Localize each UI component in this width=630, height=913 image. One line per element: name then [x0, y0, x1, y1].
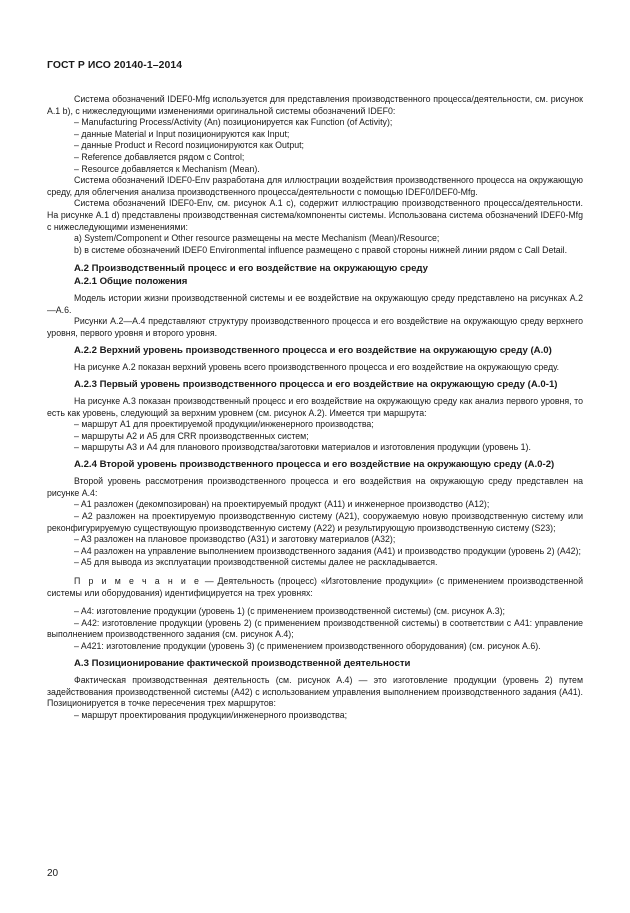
list-item: – Manufacturing Process/Activity (An) позиционируется как Function (of Activity); [74, 117, 393, 128]
list-item: – A1 разложен (декомпозирован) на проектируемый продукт (A11) и инженерное производство (A12); [74, 499, 490, 510]
list-item: b) в системе обозначений IDEF0 Environmental influence размещено с правой стороны нижней линии рядом с Call Detail. [74, 244, 568, 255]
spacer [47, 569, 583, 576]
section-heading-a23: A.2.3 Первый уровень производственного процесса и его воздействие на окружающую среду (A.0-1) [74, 378, 558, 390]
list-item: – маршрут A1 для проектируемой продукции/инженерного производства; [74, 419, 374, 430]
note [47, 576, 583, 599]
list-item: – Resource добавляется к Mechanism (Mean). [74, 163, 260, 174]
paragraph: Рисунки A.2—A.4 представляют структуру производственного процесса и его воздействие на окружающую среду верхнего уровня, первого уровня и второго уровня. [47, 316, 583, 338]
note-text: — Деятельность (процесс) «Изготовление продукции» (с применением производственной системы или оборудования) идентифицируется на трех уровнях: [47, 576, 583, 598]
section-heading-a22: A.2.2 Верхний уровень производственного процесса и его воздействие на окружающую среду (A.0) [74, 344, 552, 356]
list-item: – A5 для вывода из эксплуатации производственной системы далее не раскладывается. [74, 557, 438, 568]
list-item: – A42: изготовление продукции (уровень 2) (с применением производственной системы) в соответствии с A41: управление выполнением производственного задания (см. рисунок A.4); [47, 617, 583, 640]
paragraph: Система обозначений IDEF0-Env разработана для иллюстрации воздействия производственного процесса на окружающую среду, для облегчения анализа производственного процесса/деятельности с помощью IDEF0/IDEF0-Mfg. [47, 175, 583, 197]
list-item: – A2 разложен на проектируемую производственную систему (A21), сооружаемую новую производственную систему или реконфигурируемую существующую производственную систему (A22) и результирующую производственную систему (S23); [47, 511, 583, 533]
list-item: – A3 разложен на плановое производство (A31) и заготовку материалов (A32); [74, 534, 396, 545]
document-body [47, 94, 583, 721]
spacer [47, 599, 583, 606]
paragraph: Модель истории жизни производственной системы и ее воздействие на окружающую среду представлено на рисунках A.2—A.6. [47, 293, 583, 315]
paragraph: Фактическая производственная деятельность (см. рисунок A.4) — это изготовление продукции (уровень 2) путем задействования производственной системы (A42) с использованием управления выполнением производственного задания (A41). Позиционируется в точке пересечения трех маршрутов: [47, 675, 583, 709]
list-item: – Reference добавляется рядом с Control; [74, 151, 245, 162]
note-label: П р и м е ч а н и е [74, 576, 202, 587]
paragraph: На рисунке A.2 показан верхний уровень всего производственного процесса и его воздействие на окружающую среду. [74, 361, 560, 372]
list-item: – маршрут проектирования продукции/инженерного производства; [74, 709, 348, 720]
list-item: – данные Material и Input позиционируются как Input; [74, 128, 290, 139]
list-item: – маршруты A3 и A4 для планового производства/заготовки материалов и изготовления продукции (уровень 1). [74, 442, 531, 453]
list-item: – A4 разложен на управление выполнением производственного задания (A41) и производство продукции (уровень 2) (A42); [74, 545, 581, 556]
paragraph: Система обозначений IDEF0-Mfg используется для представления производственного процесса/деятельности, см. рисунок A.1 b), с нижеследующими изменениями оригинальной системы обозначений IDEF0: [47, 94, 583, 116]
page-number: 20 [47, 868, 59, 879]
paragraph: На рисунке A.3 показан производственный процесс и его воздействие на окружающую среду как анализ первого уровня, то есть как уровень, следующий за верхним уровнем (см. рисунок A.2). Имеется три маршрута: [47, 395, 583, 418]
section-heading-a2: A.2 Производственный процесс и его воздействие на окружающую среду [74, 263, 428, 275]
list-item: a) System/Component и Other resource размещены на месте Mechanism (Mean)/Resource; [74, 233, 440, 244]
section-heading-a3: A.3 Позиционирование фактической производственной деятельности [74, 657, 411, 669]
paragraph: Система обозначений IDEF0-Env, см. рисунок A.1 c), содержит иллюстрацию производственного процесса/деятельности. На рисунке A.1 d) представлены производственная система/компоненты системы. Использована система обозначений IDEF0-Mfg с нижеследующими изменениями: [47, 198, 583, 232]
list-item: – данные Product и Record позиционируются как Output; [74, 140, 304, 151]
paragraph: Второй уровень рассмотрения производственного процесса и его воздействия на окружающую среду представлен на рисунке A.4: [47, 476, 583, 498]
section-heading-a21: A.2.1 Общие положения [74, 275, 188, 287]
list-item: – маршруты A2 и A5 для CRR производственных систем; [74, 430, 309, 441]
list-item: – A4: изготовление продукции (уровень 1) (с применением производственной системы) (см. рисунок A.3); [74, 606, 505, 617]
list-item: – A421: изготовление продукции (уровень 3) (с применением производственного оборудования) (см. рисунок A.6). [74, 641, 541, 651]
section-heading-a24: A.2.4 Второй уровень производственного процесса и его воздействие на окружающую среду (A.0-2) [74, 458, 555, 470]
document-header: ГОСТ Р ИСО 20140-1–2014 [47, 60, 183, 71]
